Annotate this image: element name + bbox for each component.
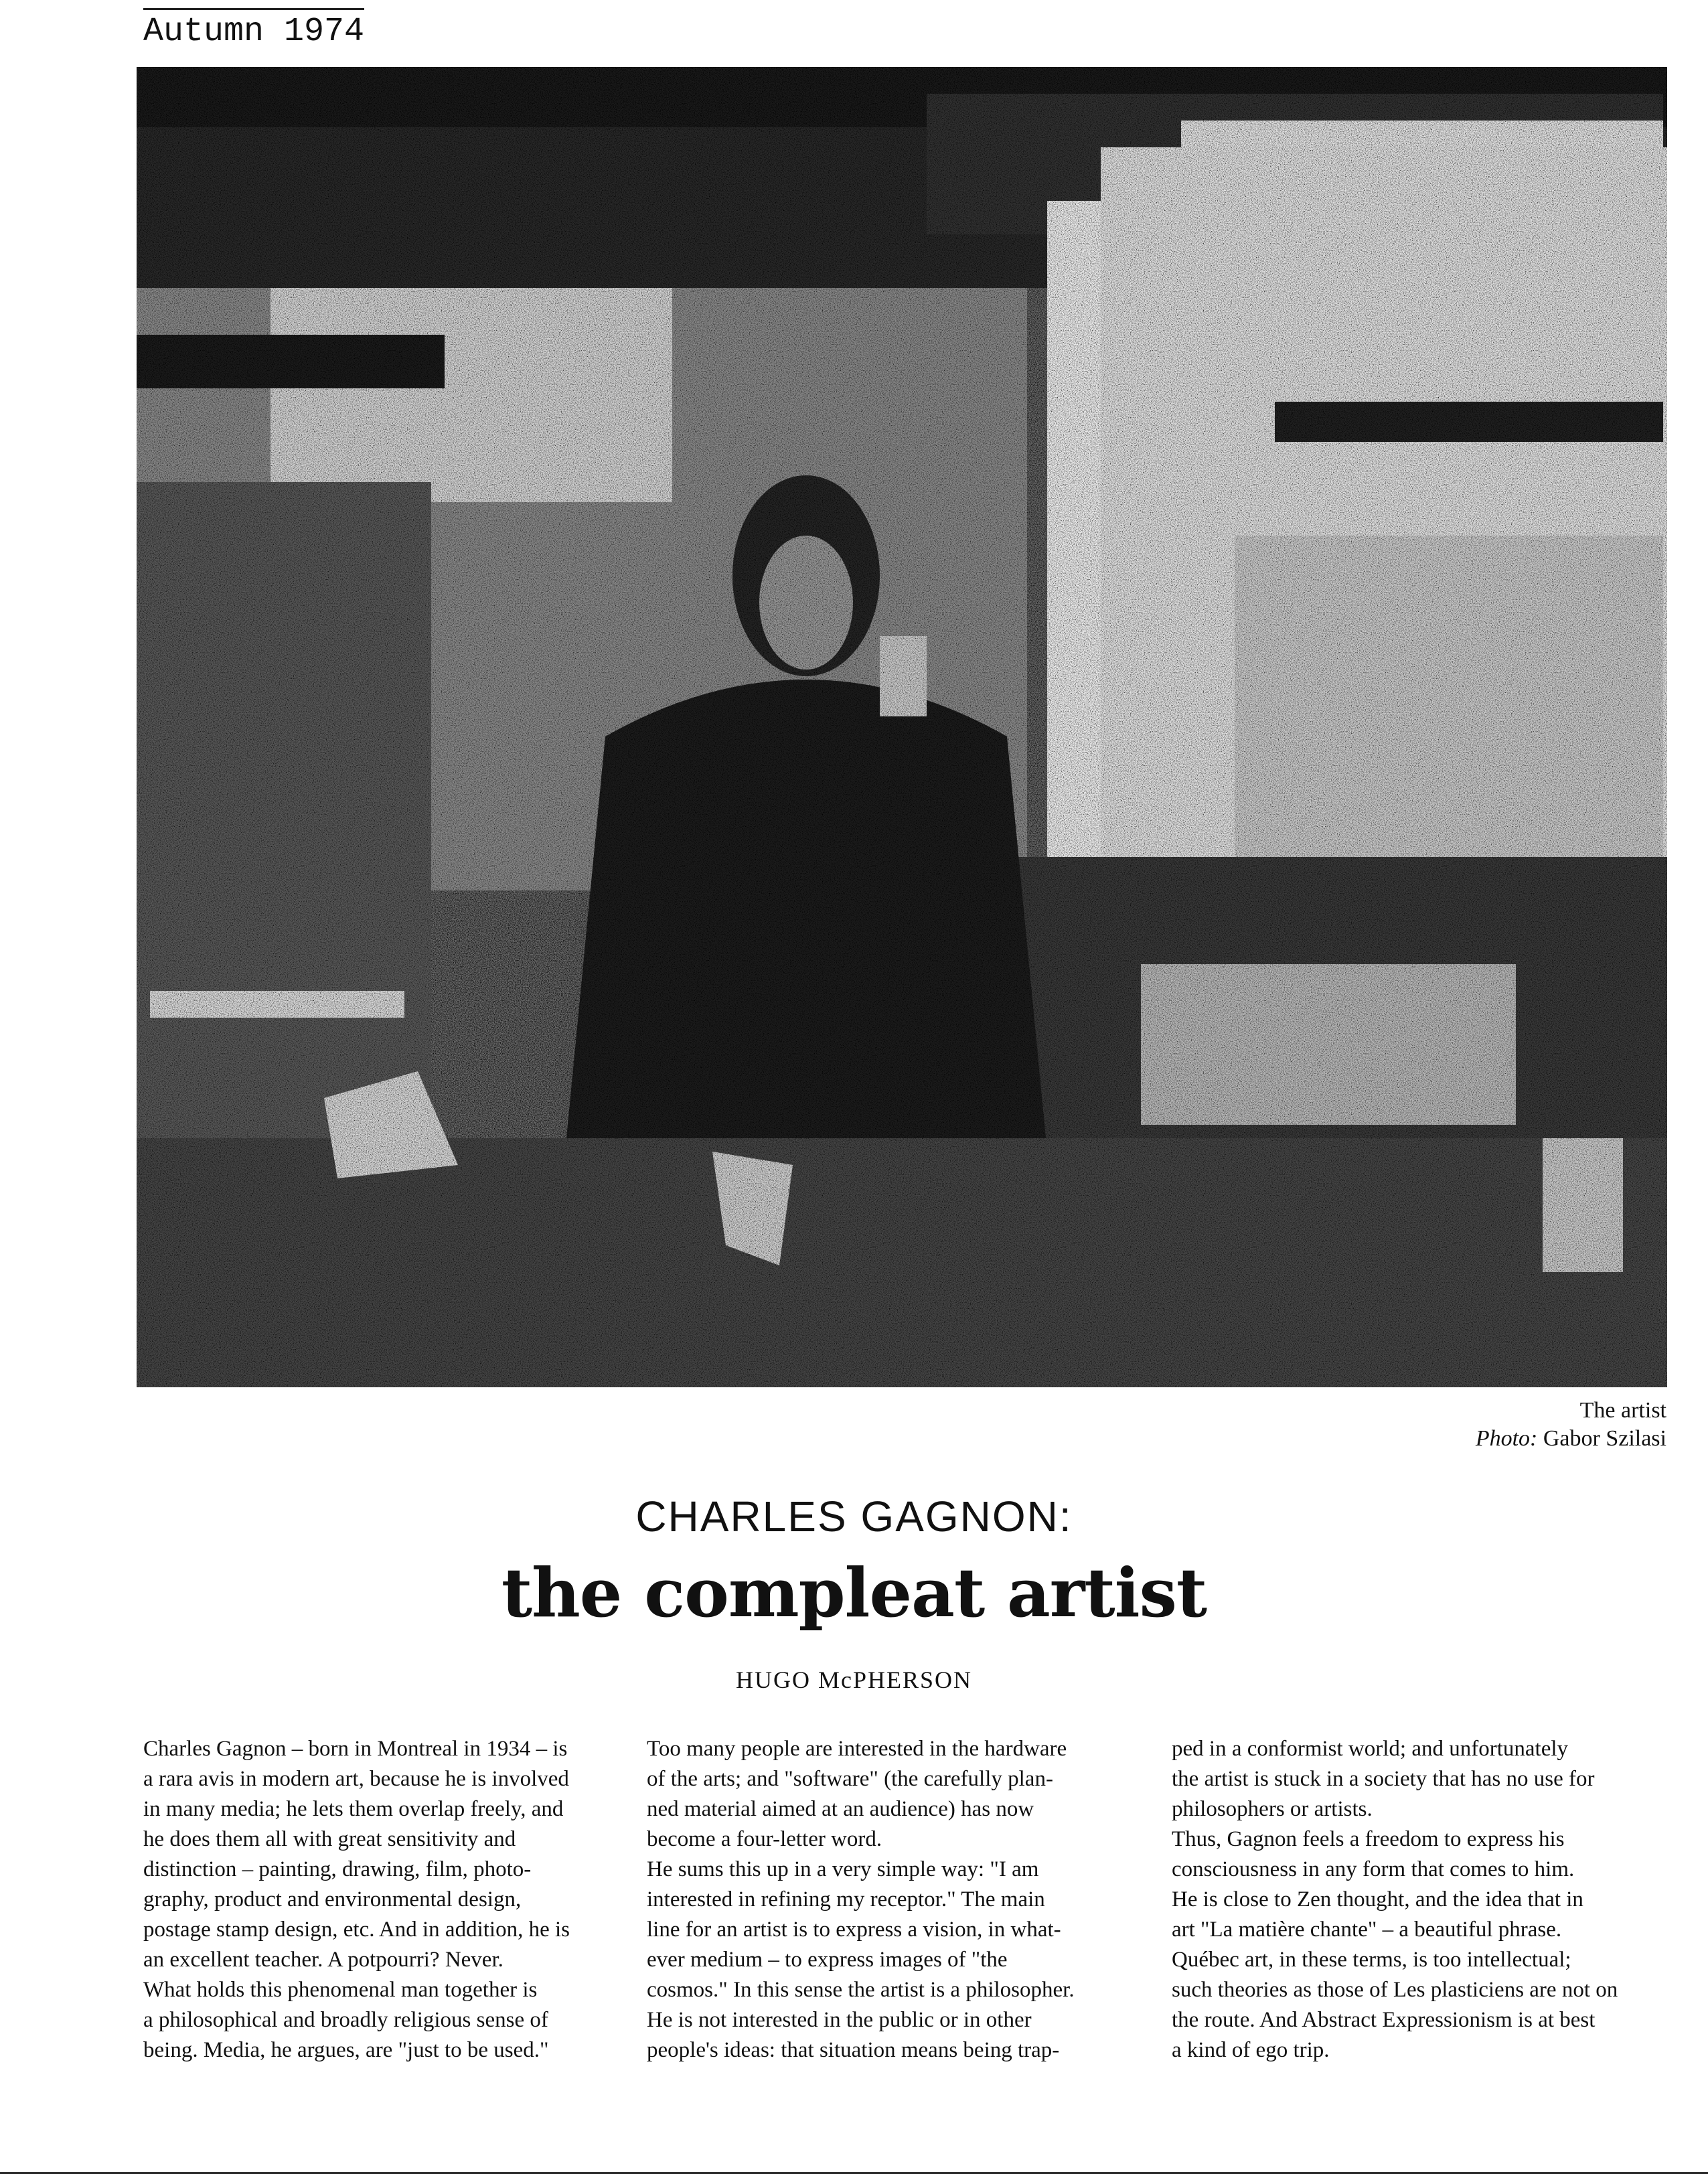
text-line: line for an artist is to express a vision, in what- (647, 1918, 1061, 1942)
text-line: He is close to Zen thought, and the idea that in (1172, 1887, 1583, 1912)
text-line: ned material aimed at an audience) has now (647, 1797, 1034, 1821)
text-line: people's ideas: that situation means being trap- (647, 2038, 1060, 2062)
photo-caption (1476, 1397, 1666, 1453)
text-line: distinction – painting, drawing, film, photo- (143, 1857, 532, 1881)
bottom-rule (0, 2172, 1708, 2174)
article-column-1 (143, 1734, 605, 2066)
text-line: What holds this phenomenal man together is (143, 1978, 538, 2002)
photo-credit-prefix: Photo: (1475, 1426, 1538, 1451)
text-line: Québec art, in these terms, is too intellectual; (1172, 1948, 1571, 1972)
article-column-2 (647, 1734, 1109, 2066)
article-headline: the compleat artist (501, 1553, 1207, 1632)
caption-text: The artist (1579, 1398, 1666, 1423)
article-kicker: CHARLES GAGNON: (635, 1492, 1073, 1541)
photo-credit (1476, 1425, 1666, 1453)
text-line: the route. And Abstract Expressionism is at best (1172, 2008, 1596, 2032)
text-line: interested in refining my receptor." The main (647, 1887, 1045, 1912)
text-line: philosophers or artists. (1172, 1797, 1373, 1821)
text-line: ped in a conformist world; and unfortunately (1172, 1737, 1569, 1761)
text-line: He sums this up in a very simple way: "I am (647, 1857, 1039, 1881)
text-line: He is not interested in the public or in other (647, 2008, 1032, 2032)
text-line: ever medium – to express images of "the (647, 1948, 1008, 1972)
text-line: postage stamp design, etc. And in addition, he is (143, 1918, 570, 1942)
text-line: become a four-letter word. (647, 1827, 882, 1851)
text-line: cosmos." In this sense the artist is a philosopher. (647, 1978, 1075, 2002)
text-line: art "La matière chante" – a beautiful phrase. (1172, 1918, 1562, 1942)
article-column-3 (1172, 1734, 1634, 2066)
text-line: being. Media, he argues, are "just to be used." (143, 2038, 549, 2062)
text-line: such theories as those of Les plasticiens are not on (1172, 1978, 1618, 2002)
text-line: Charles Gagnon – born in Montreal in 1934 – is (143, 1737, 568, 1761)
text-line: a philosophical and broadly religious sense of (143, 2008, 548, 2032)
text-line: the artist is stuck in a society that has no use for (1172, 1767, 1595, 1791)
text-line: he does them all with great sensitivity and (143, 1827, 516, 1851)
text-line: of the arts; and "software" (the carefully plan- (647, 1767, 1053, 1791)
text-line: graphy, product and environmental design, (143, 1887, 522, 1912)
text-line: a kind of ego trip. (1172, 2038, 1330, 2062)
photo-credit-name: Gabor Szilasi (1543, 1426, 1666, 1451)
studio-photo-illustration (137, 67, 1667, 1387)
text-line: Too many people are interested in the hardware (647, 1737, 1067, 1761)
text-line: an excellent teacher. A potpourri? Never. (143, 1948, 503, 1972)
artist-photo (137, 67, 1667, 1387)
dateline: Autumn 1974 (143, 8, 364, 51)
text-line: consciousness in any form that comes to him. (1172, 1857, 1575, 1881)
text-line: Thus, Gagnon feels a freedom to express his (1172, 1827, 1565, 1851)
article-byline: HUGO McPHERSON (735, 1666, 973, 1693)
text-line: a rara avis in modern art, because he is involved (143, 1767, 569, 1791)
text-line: in many media; he lets them overlap freely, and (143, 1797, 564, 1821)
